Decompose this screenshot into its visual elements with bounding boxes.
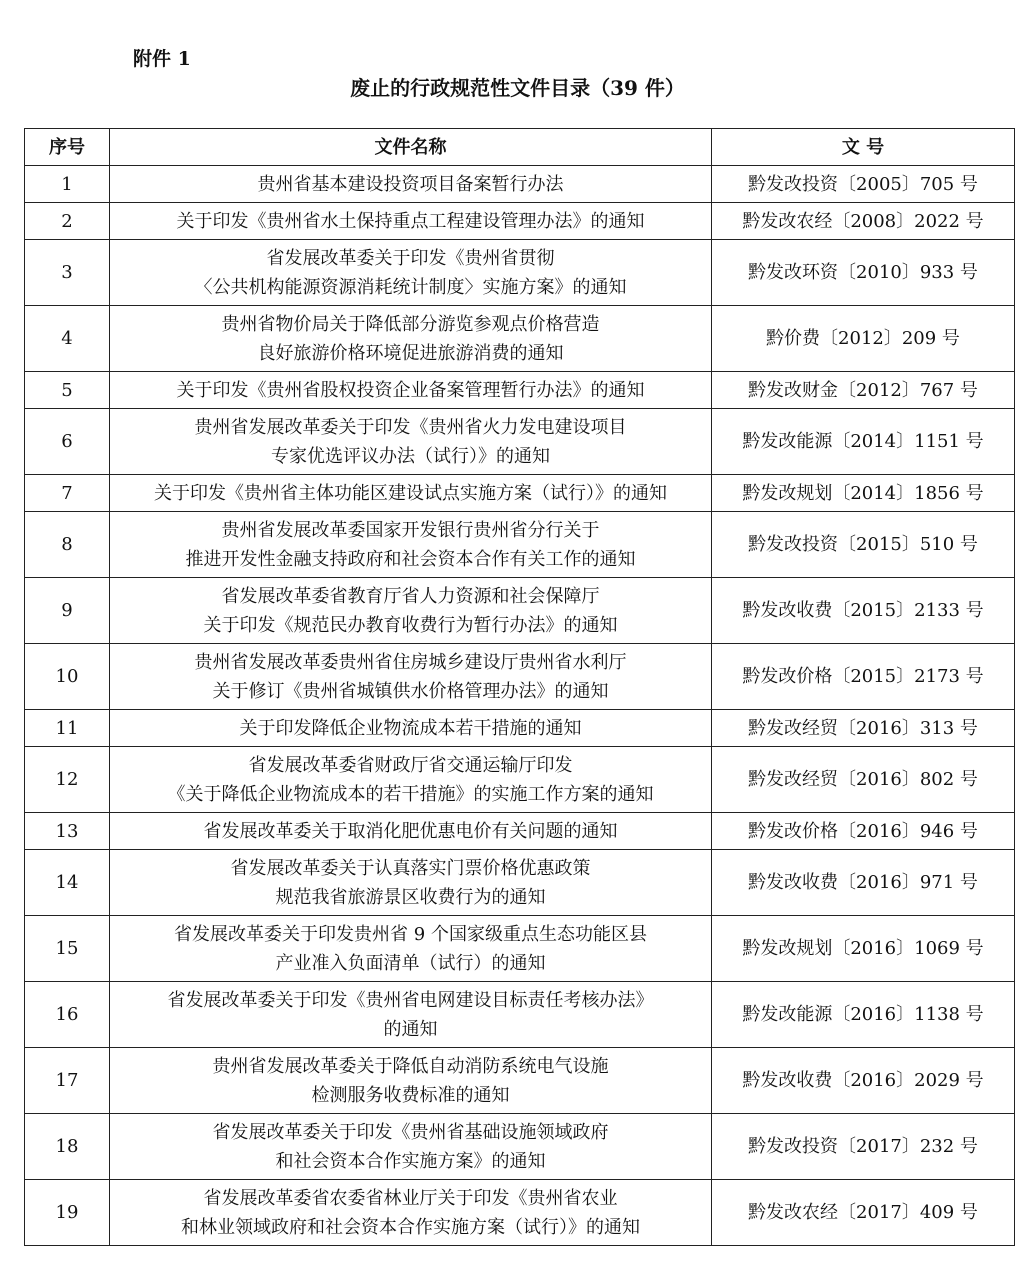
- table-row: [25, 644, 1015, 710]
- attachment-label: 附件 1: [133, 48, 191, 70]
- header-document-number: 文 号: [712, 129, 1015, 166]
- document-name-line: 〈公共机构能源资源消耗统计制度〉实施方案》的通知: [194, 276, 627, 298]
- row-serial: 5: [25, 372, 110, 409]
- document-name-line: 规范我省旅游景区收费行为的通知: [275, 886, 546, 908]
- row-document-number: 黔发改投资〔2017〕232 号: [712, 1114, 1015, 1180]
- table-row: [25, 409, 1015, 475]
- row-document-name: [110, 240, 712, 306]
- document-name-line: 省发展改革委关于印发《贵州省贯彻: [266, 247, 555, 269]
- row-serial: 1: [25, 166, 110, 203]
- table-row: [25, 512, 1015, 578]
- document-name-line: 贵州省物价局关于降低部分游览参观点价格营造: [221, 313, 600, 335]
- row-serial: 2: [25, 203, 110, 240]
- row-document-name: [110, 475, 712, 512]
- row-document-number: 黔发改财金〔2012〕767 号: [712, 372, 1015, 409]
- row-document-number: 黔发改环资〔2010〕933 号: [712, 240, 1015, 306]
- row-serial: 11: [25, 710, 110, 747]
- document-name-line: 省发展改革委关于印发《贵州省基础设施领域政府: [212, 1121, 609, 1143]
- table-row: [25, 578, 1015, 644]
- header-serial: 序号: [25, 129, 110, 166]
- row-document-name: [110, 644, 712, 710]
- row-serial: 15: [25, 916, 110, 982]
- row-document-name: [110, 1114, 712, 1180]
- document-name-line: 省发展改革委关于印发贵州省 9 个国家级重点生态功能区县: [174, 923, 647, 945]
- document-name-line: 省发展改革委关于印发《贵州省电网建设目标责任考核办法》: [167, 989, 654, 1011]
- document-name-line: 贵州省发展改革委国家开发银行贵州省分行关于: [221, 519, 600, 541]
- row-document-number: 黔发改农经〔2017〕409 号: [712, 1180, 1015, 1246]
- header-document-name: 文件名称: [110, 129, 712, 166]
- table-row: [25, 982, 1015, 1048]
- row-serial: 8: [25, 512, 110, 578]
- document-name-line: 省发展改革委省财政厅省交通运输厅印发: [248, 754, 573, 776]
- row-serial: 13: [25, 813, 110, 850]
- document-name-line: 良好旅游价格环境促进旅游消费的通知: [257, 342, 564, 364]
- document-name-line: 的通知: [383, 1018, 438, 1040]
- row-document-name: [110, 578, 712, 644]
- row-document-number: 黔发改能源〔2014〕1151 号: [712, 409, 1015, 475]
- row-document-number: 黔发改能源〔2016〕1138 号: [712, 982, 1015, 1048]
- document-name-line: 贵州省发展改革委关于印发《贵州省火力发电建设项目: [194, 416, 627, 438]
- table-row: [25, 1114, 1015, 1180]
- table-row: [25, 372, 1015, 409]
- row-document-number: 黔发改经贸〔2016〕313 号: [712, 710, 1015, 747]
- row-document-name: [110, 409, 712, 475]
- row-serial: 12: [25, 747, 110, 813]
- document-name-line: 关于印发降低企业物流成本若干措施的通知: [239, 717, 582, 739]
- row-document-number: 黔发改经贸〔2016〕802 号: [712, 747, 1015, 813]
- table-row: [25, 166, 1015, 203]
- row-document-number: 黔发改规划〔2014〕1856 号: [712, 475, 1015, 512]
- document-name-line: 和社会资本合作实施方案》的通知: [275, 1150, 546, 1172]
- table-row: [25, 1048, 1015, 1114]
- row-serial: 17: [25, 1048, 110, 1114]
- row-serial: 10: [25, 644, 110, 710]
- document-name-line: 推进开发性金融支持政府和社会资本合作有关工作的通知: [185, 548, 636, 570]
- document-name-line: 贵州省发展改革委贵州省住房城乡建设厅贵州省水利厅: [194, 651, 627, 673]
- row-serial: 3: [25, 240, 110, 306]
- page-title: 废止的行政规范性文件目录（39 件）: [350, 76, 685, 100]
- row-serial: 18: [25, 1114, 110, 1180]
- row-document-number: 黔发改价格〔2016〕946 号: [712, 813, 1015, 850]
- table-row: [25, 1180, 1015, 1246]
- document-name-line: 关于印发《贵州省股权投资企业备案管理暂行办法》的通知: [176, 379, 645, 401]
- row-serial: 6: [25, 409, 110, 475]
- document-name-line: 产业准入负面清单（试行）的通知: [275, 952, 546, 974]
- row-document-name: [110, 813, 712, 850]
- row-serial: 16: [25, 982, 110, 1048]
- row-document-number: 黔发改农经〔2008〕2022 号: [712, 203, 1015, 240]
- row-document-number: 黔发改价格〔2015〕2173 号: [712, 644, 1015, 710]
- document-name-line: 和林业领域政府和社会资本合作实施方案（试行）》的通知: [181, 1216, 640, 1238]
- abolished-documents-table: [24, 128, 1015, 1246]
- document-name-line: 省发展改革委关于认真落实门票价格优惠政策: [230, 857, 591, 879]
- row-document-number: 黔发改规划〔2016〕1069 号: [712, 916, 1015, 982]
- document-name-line: 关于印发《贵州省主体功能区建设试点实施方案（试行）》的通知: [154, 482, 667, 504]
- row-document-name: [110, 306, 712, 372]
- row-document-name: [110, 982, 712, 1048]
- row-document-number: 黔发改收费〔2016〕2029 号: [712, 1048, 1015, 1114]
- row-document-name: [110, 747, 712, 813]
- row-document-name: [110, 512, 712, 578]
- table-row: [25, 813, 1015, 850]
- row-document-name: [110, 1180, 712, 1246]
- document-name-line: 贵州省发展改革委关于降低自动消防系统电气设施: [212, 1055, 609, 1077]
- document-name-line: 《关于降低企业物流成本的若干措施》的实施工作方案的通知: [167, 783, 654, 805]
- row-serial: 7: [25, 475, 110, 512]
- document-name-line: 省发展改革委省教育厅省人力资源和社会保障厅: [221, 585, 600, 607]
- table-row: [25, 203, 1015, 240]
- table-row: [25, 240, 1015, 306]
- row-document-name: [110, 372, 712, 409]
- row-document-number: 黔发改收费〔2015〕2133 号: [712, 578, 1015, 644]
- row-document-number: 黔发改投资〔2015〕510 号: [712, 512, 1015, 578]
- row-document-name: [110, 166, 712, 203]
- row-document-name: [110, 850, 712, 916]
- row-document-number: 黔价费〔2012〕209 号: [712, 306, 1015, 372]
- row-document-name: [110, 203, 712, 240]
- table-header-row: [25, 129, 1015, 166]
- document-name-line: 贵州省基本建设投资项目备案暂行办法: [257, 173, 564, 195]
- row-document-name: [110, 916, 712, 982]
- row-serial: 14: [25, 850, 110, 916]
- table-row: [25, 475, 1015, 512]
- document-name-line: 关于印发《规范民办教育收费行为暂行办法》的通知: [203, 614, 618, 636]
- table-row: [25, 306, 1015, 372]
- document-name-line: 关于修订《贵州省城镇供水价格管理办法》的通知: [212, 680, 609, 702]
- row-serial: 4: [25, 306, 110, 372]
- table-row: [25, 747, 1015, 813]
- row-serial: 9: [25, 578, 110, 644]
- row-document-name: [110, 1048, 712, 1114]
- document-name-line: 关于印发《贵州省水土保持重点工程建设管理办法》的通知: [176, 210, 645, 232]
- row-document-number: 黔发改投资〔2005〕705 号: [712, 166, 1015, 203]
- table-body: [25, 166, 1015, 1246]
- table-row: [25, 710, 1015, 747]
- table-row: [25, 916, 1015, 982]
- row-document-name: [110, 710, 712, 747]
- document-name-line: 专家优选评议办法（试行）》的通知: [271, 445, 550, 467]
- row-serial: 19: [25, 1180, 110, 1246]
- table-row: [25, 850, 1015, 916]
- row-document-number: 黔发改收费〔2016〕971 号: [712, 850, 1015, 916]
- document-name-line: 省发展改革委省农委省林业厅关于印发《贵州省农业: [203, 1187, 618, 1209]
- document-name-line: 检测服务收费标准的通知: [311, 1084, 510, 1106]
- document-name-line: 省发展改革委关于取消化肥优惠电价有关问题的通知: [203, 820, 618, 842]
